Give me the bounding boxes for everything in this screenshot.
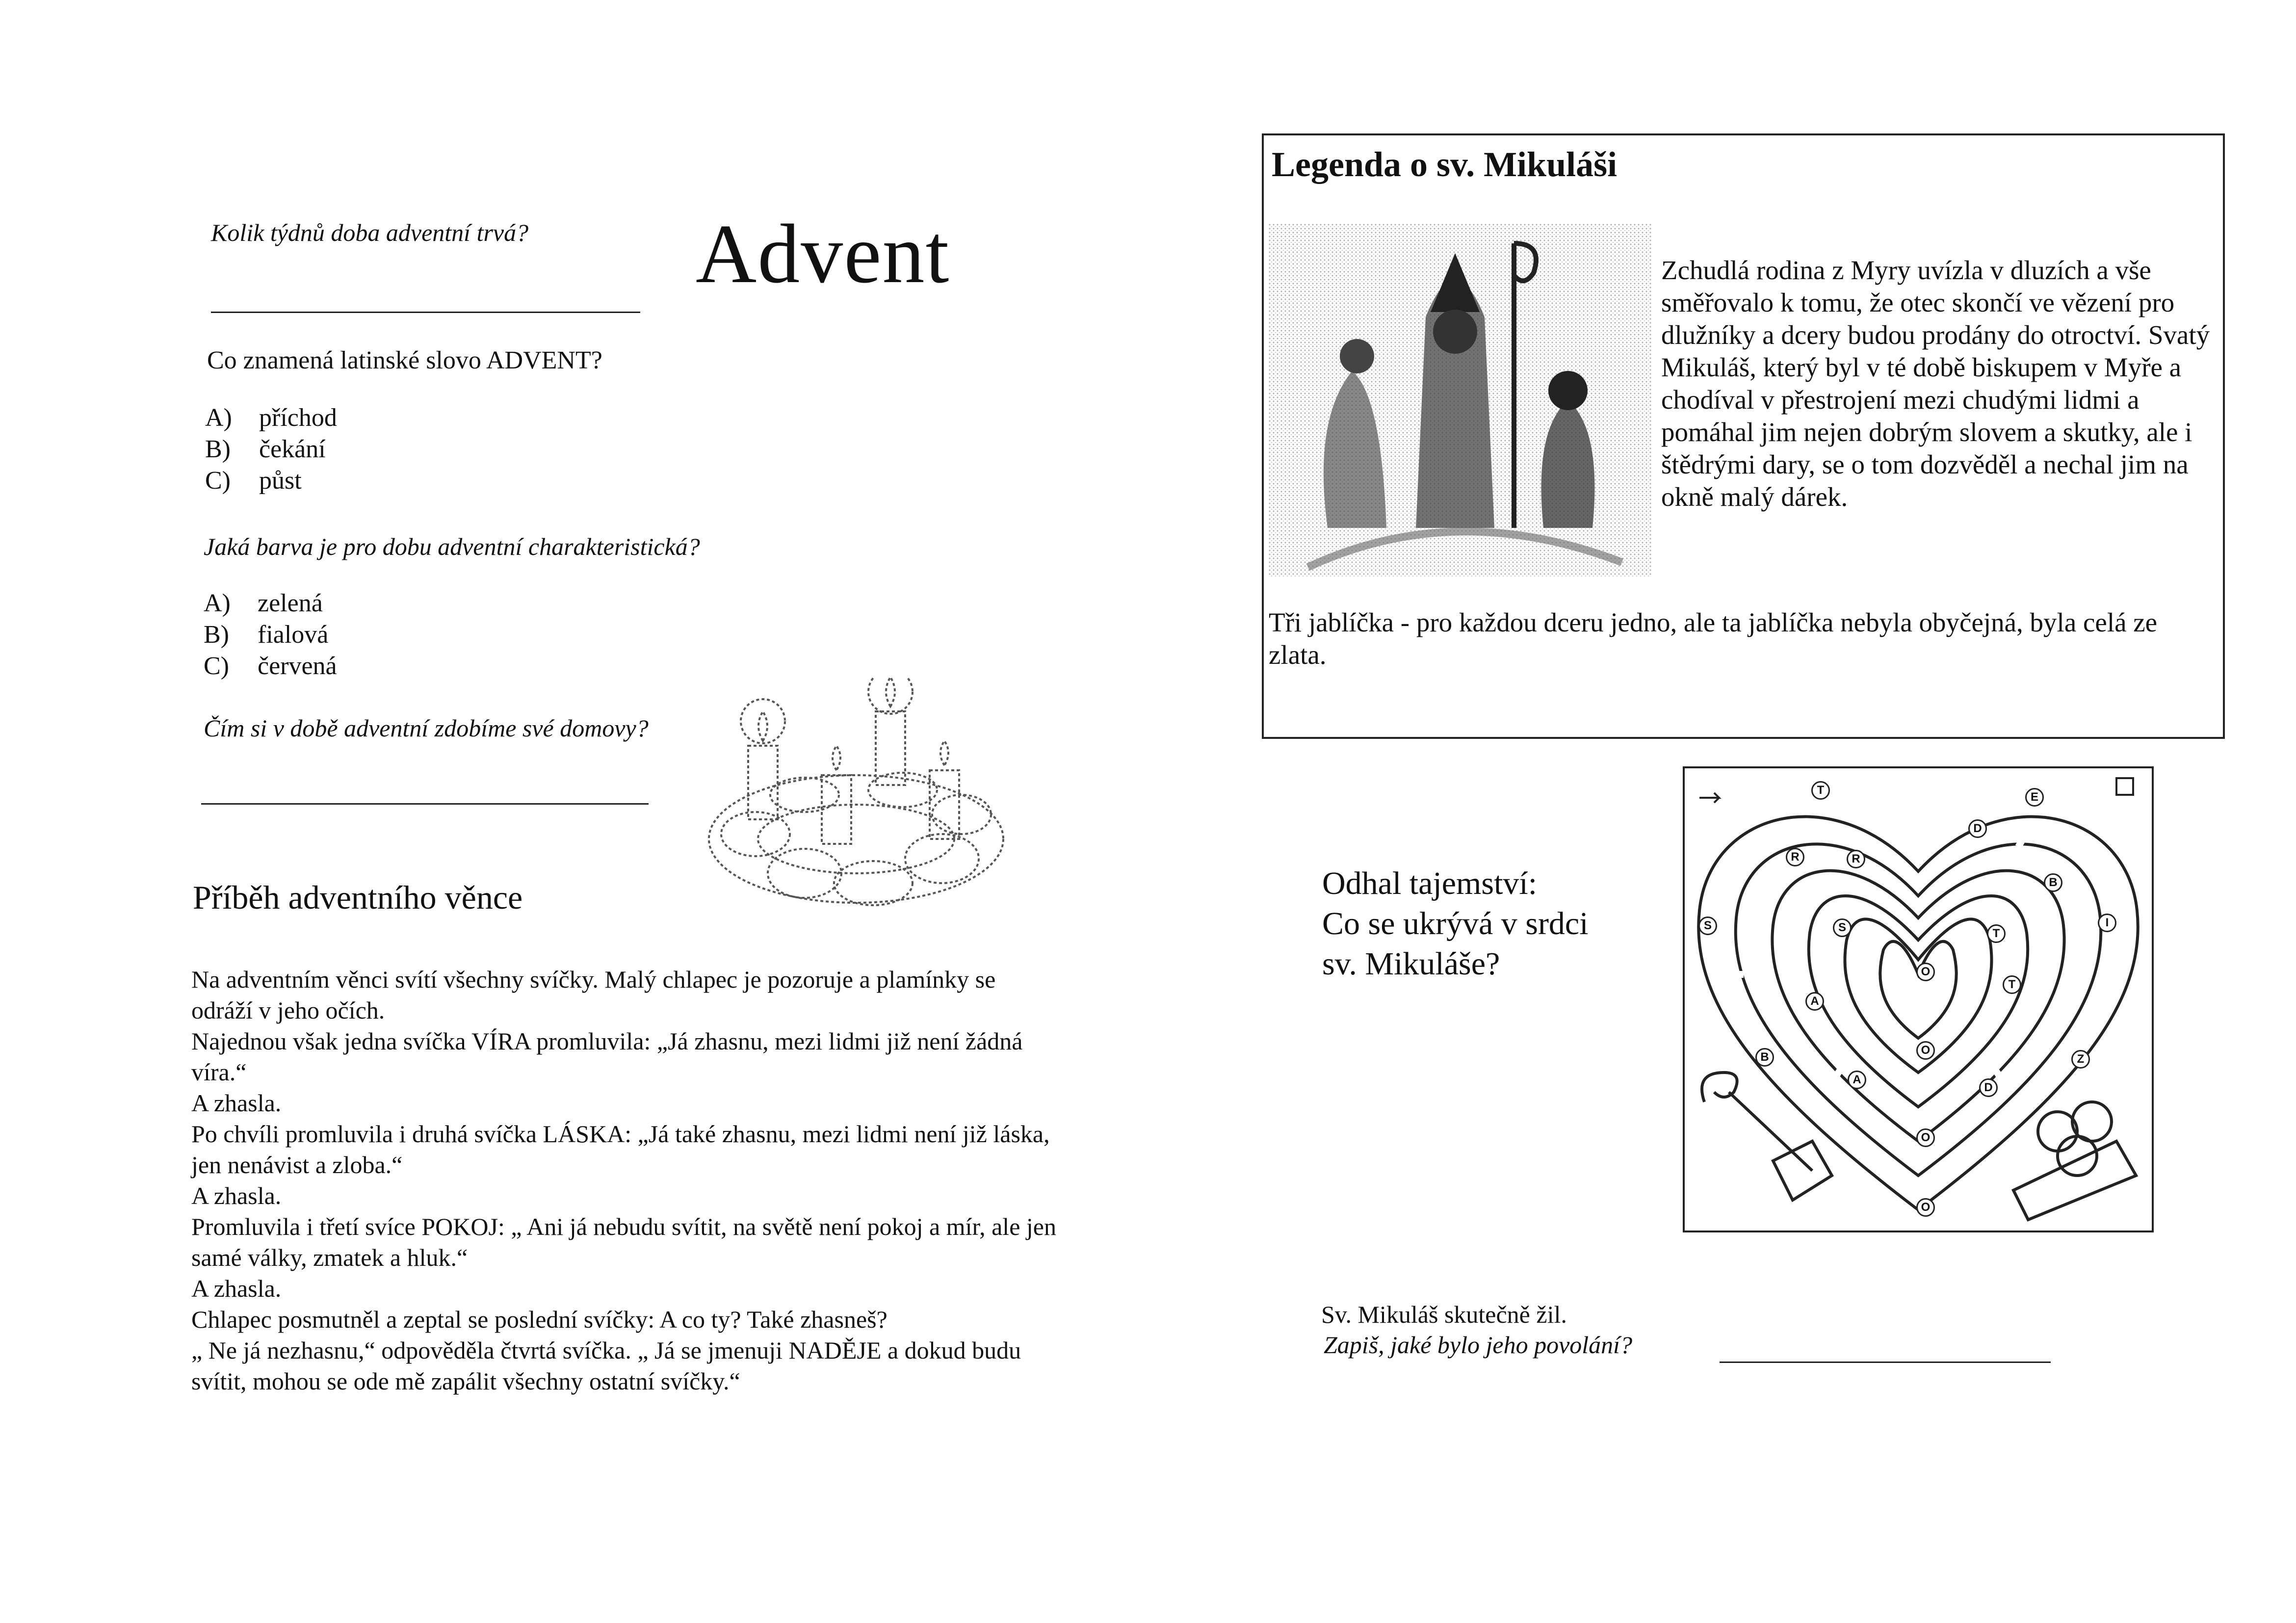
maze-letter: B (2044, 873, 2062, 892)
bottom-question: Zapiš, jaké bylo jeho povolání? (1324, 1331, 1633, 1359)
maze-prompt-line: Co se ukrývá v srdci (1322, 906, 1589, 942)
story-paragraph: Najednou však jedna svíčka VÍRA promluvila: „Já zhasnu, mezi lidmi již není žádná víra.“ (191, 1027, 1023, 1086)
story-paragraph: A zhasla. (191, 1089, 282, 1117)
option-a: A) zelená (204, 589, 323, 617)
maze-letter: O (1916, 963, 1935, 981)
maze-prompt (1322, 864, 1589, 984)
question-1: Kolik týdnů doba adventní trvá? (211, 219, 529, 246)
legend-bottom-text: Tři jablíčka - pro každou dceru jedno, ale ta jablíčka nebyla obyčejná, byla celá ze zlata. (1269, 607, 2158, 670)
saint-nicholas-image (1269, 224, 1651, 577)
story-paragraph: A zhasla. (191, 1182, 282, 1209)
maze-letter: I (2098, 914, 2116, 932)
story-paragraph: Po chvíli promluvila i druhá svíčka LÁSKA: „Já také zhasnu, mezi lidmi není již láska, jen nenávist a zloba.“ (191, 1120, 1050, 1178)
story-paragraph: Na adventním věnci svítí všechny svíčky. Malý chlapec je pozoruje a plamínky se odráží v jeho očích. (191, 966, 996, 1024)
advent-wreath-image (697, 677, 1016, 922)
heart-maze[interactable] (1683, 766, 2154, 1232)
story-text (191, 964, 1060, 1397)
maze-letter: A (1805, 992, 1824, 1011)
question-3: Jaká barva je pro dobu adventní charakteristická? (204, 533, 700, 560)
story-paragraph: Promluvila i třetí svíce POKOJ: „ Ani já nebudu svítit, na světě není pokoj a mír, ale jen samé války, zmatek a hluk.“ (191, 1213, 1056, 1271)
story-heading: Příběh adventního věnce (193, 879, 523, 916)
maze-letter: Z (2071, 1050, 2090, 1069)
maze-letter: A (1848, 1071, 1866, 1089)
maze-letter: O (1916, 1041, 1935, 1060)
maze-letter: R (1786, 848, 1804, 866)
question-3-options (204, 588, 337, 682)
option-c: C) půst (205, 467, 302, 495)
story-paragraph: A zhasla. (191, 1275, 282, 1302)
story-paragraph: „ Ne já nezhasnu,“ odpověděla čtvrtá svíčka. „ Já se jmenuji NADĚJE a dokud budu svítit, mohou se ode mě zapálit všechny ostatní svíčky.“ (191, 1336, 1021, 1395)
page-title: Advent (696, 208, 950, 301)
maze-letter: D (1968, 819, 1987, 838)
bottom-statement: Sv. Mikuláš skutečně žil. (1321, 1301, 1567, 1328)
question-4: Čím si v době adventní zdobíme své domovy? (204, 714, 649, 742)
option-b: B) čekání (205, 435, 326, 463)
option-b: B) fialová (204, 621, 329, 649)
maze-prompt-line: sv. Mikuláše? (1322, 946, 1500, 982)
maze-letter: O (1916, 1128, 1935, 1147)
maze-letter: R (1847, 850, 1865, 868)
question-2-options (205, 402, 337, 497)
maze-letter: E (2025, 788, 2044, 807)
maze-letter: T (2003, 975, 2021, 994)
maze-prompt-line: Odhal tajemství: (1322, 865, 1538, 901)
option-c: C) červená (204, 652, 337, 680)
option-a: A) příchod (205, 404, 337, 432)
maze-letter: O (1916, 1198, 1935, 1217)
answer-line-bottom[interactable] (1720, 1361, 2051, 1363)
question-2: Co znamená latinské slovo ADVENT? (207, 346, 602, 374)
maze-letter: S (1833, 918, 1852, 937)
answer-line-1[interactable] (211, 312, 640, 313)
legend-box (1262, 133, 2225, 739)
maze-letter: T (1811, 781, 1830, 800)
maze-letter: B (1755, 1048, 1774, 1067)
answer-line-4[interactable] (201, 803, 649, 805)
maze-letter: T (1987, 924, 2006, 943)
story-paragraph: Chlapec posmutněl a zeptal se poslední svíčky: A co ty? Také zhasneš? (191, 1306, 887, 1333)
maze-letter: S (1698, 916, 1717, 935)
maze-letter: D (1979, 1078, 1998, 1097)
legend-side-text: Zchudlá rodina z Myry uvízla v dluzích a vše směřovalo k tomu, že otec skončí ve vězení pro dlužníky a dcery budou prodány do otroctví. Svatý Mikuláš, který byl v té době biskupem v Myře a chodíval v přestrojení mezi chudými lidmi a pomáhal jim nejen dobrým slovem a skutky, ale i štědrými dary, se o tom dozvěděl a nechal jim na okně malý dárek. (1661, 255, 2210, 512)
legend-title: Legenda o sv. Mikuláši (1272, 145, 1618, 184)
